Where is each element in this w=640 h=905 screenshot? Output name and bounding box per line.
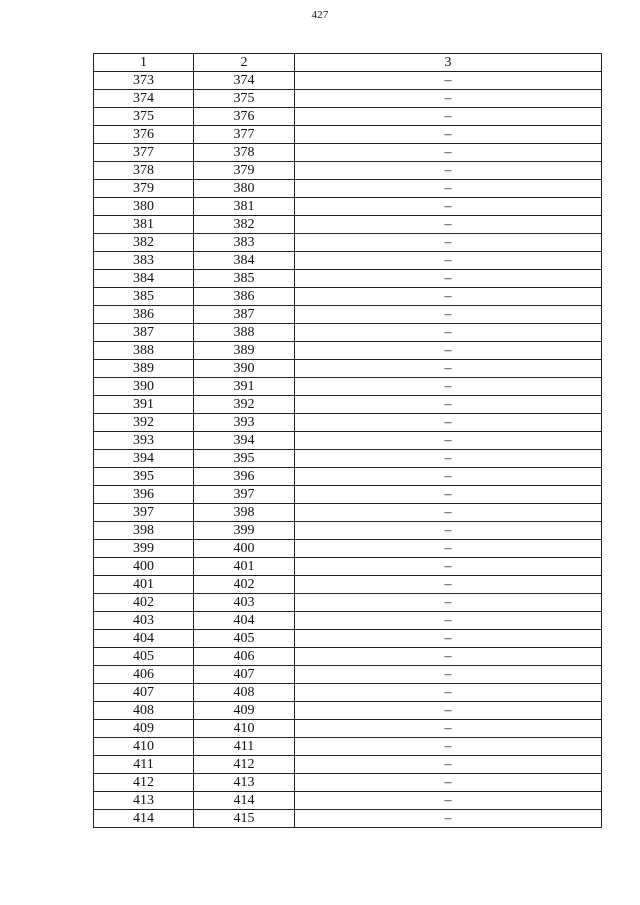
- table-row: [94, 468, 602, 486]
- column-header-1: 1: [94, 54, 194, 72]
- table-cell-col-1: 395: [94, 468, 194, 486]
- table-row: [94, 504, 602, 522]
- table-cell-col-1: 387: [94, 324, 194, 342]
- table-cell-col-1: 384: [94, 270, 194, 288]
- table-row: [94, 270, 602, 288]
- column-header-3: 3: [295, 54, 602, 72]
- table-cell-col-1: 397: [94, 504, 194, 522]
- table-row: [94, 630, 602, 648]
- table-cell-col-3: –: [295, 504, 602, 522]
- table-cell-col-1: 396: [94, 486, 194, 504]
- table-cell-col-1: 388: [94, 342, 194, 360]
- table-cell-col-3: –: [295, 432, 602, 450]
- table-cell-col-1: 381: [94, 216, 194, 234]
- table-cell-col-1: 375: [94, 108, 194, 126]
- table-cell-col-2: 379: [194, 162, 295, 180]
- table-cell-col-3: –: [295, 522, 602, 540]
- table-cell-col-1: 383: [94, 252, 194, 270]
- table-cell-col-2: 407: [194, 666, 295, 684]
- table-row: [94, 234, 602, 252]
- table-cell-col-1: 382: [94, 234, 194, 252]
- table-row: [94, 540, 602, 558]
- table-row: [94, 162, 602, 180]
- table-row: [94, 522, 602, 540]
- table-row: [94, 648, 602, 666]
- table-cell-col-2: 385: [194, 270, 295, 288]
- table-cell-col-2: 391: [194, 378, 295, 396]
- table-cell-col-3: –: [295, 414, 602, 432]
- table-cell-col-3: –: [295, 702, 602, 720]
- table-cell-col-3: –: [295, 378, 602, 396]
- table-row: [94, 216, 602, 234]
- table-cell-col-3: –: [295, 684, 602, 702]
- table-cell-col-3: –: [295, 324, 602, 342]
- table-row: [94, 612, 602, 630]
- table-cell-col-1: 399: [94, 540, 194, 558]
- table-cell-col-1: 400: [94, 558, 194, 576]
- table-cell-col-3: –: [295, 756, 602, 774]
- table-cell-col-1: 404: [94, 630, 194, 648]
- table-cell-col-1: 373: [94, 72, 194, 90]
- table-cell-col-2: 408: [194, 684, 295, 702]
- table-row: [94, 684, 602, 702]
- table-cell-col-2: 410: [194, 720, 295, 738]
- table-row: [94, 144, 602, 162]
- table-cell-col-2: 413: [194, 774, 295, 792]
- table-cell-col-3: –: [295, 738, 602, 756]
- table-row: [94, 396, 602, 414]
- table-cell-col-3: –: [295, 216, 602, 234]
- table-cell-col-1: 409: [94, 720, 194, 738]
- table-cell-col-3: –: [295, 468, 602, 486]
- table-cell-col-2: 403: [194, 594, 295, 612]
- table-cell-col-2: 386: [194, 288, 295, 306]
- table-body: [94, 72, 602, 828]
- table-header: [94, 54, 602, 72]
- table-cell-col-2: 396: [194, 468, 295, 486]
- table-row: [94, 432, 602, 450]
- table-cell-col-2: 404: [194, 612, 295, 630]
- table-row: [94, 288, 602, 306]
- table-cell-col-3: –: [295, 648, 602, 666]
- table-cell-col-2: 377: [194, 126, 295, 144]
- table-cell-col-1: 412: [94, 774, 194, 792]
- table-cell-col-2: 383: [194, 234, 295, 252]
- table-cell-col-3: –: [295, 558, 602, 576]
- table-cell-col-3: –: [295, 630, 602, 648]
- table-cell-col-2: 411: [194, 738, 295, 756]
- table-cell-col-1: 374: [94, 90, 194, 108]
- table-cell-col-3: –: [295, 72, 602, 90]
- table-cell-col-2: 394: [194, 432, 295, 450]
- table-cell-col-3: –: [295, 288, 602, 306]
- table-cell-col-2: 415: [194, 810, 295, 828]
- table-row: [94, 666, 602, 684]
- table-row: [94, 450, 602, 468]
- table-cell-col-3: –: [295, 774, 602, 792]
- table-cell-col-2: 405: [194, 630, 295, 648]
- table-cell-col-1: 380: [94, 198, 194, 216]
- table-cell-col-1: 405: [94, 648, 194, 666]
- table-cell-col-3: –: [295, 360, 602, 378]
- table-cell-col-1: 401: [94, 576, 194, 594]
- header-row: [94, 54, 602, 72]
- table-cell-col-1: 408: [94, 702, 194, 720]
- table-cell-col-2: 389: [194, 342, 295, 360]
- table-cell-col-2: 399: [194, 522, 295, 540]
- table-cell-col-3: –: [295, 108, 602, 126]
- table-row: [94, 198, 602, 216]
- table-cell-col-2: 400: [194, 540, 295, 558]
- table-cell-col-3: –: [295, 792, 602, 810]
- table-cell-col-1: 407: [94, 684, 194, 702]
- table-cell-col-1: 376: [94, 126, 194, 144]
- table-cell-col-2: 392: [194, 396, 295, 414]
- table-cell-col-3: –: [295, 234, 602, 252]
- table-cell-col-3: –: [295, 576, 602, 594]
- table-row: [94, 702, 602, 720]
- table-cell-col-2: 375: [194, 90, 295, 108]
- table-cell-col-2: 395: [194, 450, 295, 468]
- table-cell-col-2: 401: [194, 558, 295, 576]
- table-cell-col-1: 413: [94, 792, 194, 810]
- table-row: [94, 486, 602, 504]
- table-cell-col-2: 378: [194, 144, 295, 162]
- table-row: [94, 108, 602, 126]
- table-cell-col-3: –: [295, 306, 602, 324]
- table-cell-col-1: 411: [94, 756, 194, 774]
- table-cell-col-2: 393: [194, 414, 295, 432]
- table-cell-col-2: 397: [194, 486, 295, 504]
- table-cell-col-1: 410: [94, 738, 194, 756]
- table-cell-col-1: 392: [94, 414, 194, 432]
- table-cell-col-1: 391: [94, 396, 194, 414]
- table-cell-col-2: 406: [194, 648, 295, 666]
- table-cell-col-1: 390: [94, 378, 194, 396]
- table-cell-col-3: –: [295, 144, 602, 162]
- table-cell-col-3: –: [295, 162, 602, 180]
- table-row: [94, 306, 602, 324]
- table-row: [94, 774, 602, 792]
- table-cell-col-2: 374: [194, 72, 295, 90]
- table-row: [94, 378, 602, 396]
- table-row: [94, 324, 602, 342]
- table-row: [94, 576, 602, 594]
- table-row: [94, 594, 602, 612]
- page-number: 427: [311, 9, 329, 21]
- data-table: [93, 53, 602, 828]
- table-cell-col-1: 406: [94, 666, 194, 684]
- table-cell-col-2: 402: [194, 576, 295, 594]
- table-cell-col-2: 387: [194, 306, 295, 324]
- table-cell-col-3: –: [295, 396, 602, 414]
- table-row: [94, 252, 602, 270]
- table-cell-col-2: 398: [194, 504, 295, 522]
- table-cell-col-1: 389: [94, 360, 194, 378]
- table-cell-col-1: 398: [94, 522, 194, 540]
- table-cell-col-2: 381: [194, 198, 295, 216]
- table-cell-col-2: 376: [194, 108, 295, 126]
- table-cell-col-1: 394: [94, 450, 194, 468]
- table-row: [94, 756, 602, 774]
- table-cell-col-3: –: [295, 198, 602, 216]
- table-row: [94, 90, 602, 108]
- table-row: [94, 558, 602, 576]
- table-cell-col-3: –: [295, 720, 602, 738]
- table-cell-col-1: 379: [94, 180, 194, 198]
- table-cell-col-1: 386: [94, 306, 194, 324]
- table-cell-col-2: 390: [194, 360, 295, 378]
- table-cell-col-3: –: [295, 810, 602, 828]
- table-cell-col-3: –: [295, 540, 602, 558]
- table-cell-col-1: 377: [94, 144, 194, 162]
- table-cell-col-1: 385: [94, 288, 194, 306]
- table-cell-col-1: 402: [94, 594, 194, 612]
- table-row: [94, 180, 602, 198]
- table-cell-col-3: –: [295, 342, 602, 360]
- table-cell-col-3: –: [295, 450, 602, 468]
- table-cell-col-3: –: [295, 90, 602, 108]
- table-cell-col-1: 403: [94, 612, 194, 630]
- table-cell-col-3: –: [295, 486, 602, 504]
- table-cell-col-3: –: [295, 594, 602, 612]
- table-row: [94, 72, 602, 90]
- table-cell-col-2: 412: [194, 756, 295, 774]
- table-cell-col-1: 393: [94, 432, 194, 450]
- table-cell-col-1: 378: [94, 162, 194, 180]
- table-row: [94, 360, 602, 378]
- table-row: [94, 342, 602, 360]
- table-row: [94, 414, 602, 432]
- table-row: [94, 792, 602, 810]
- column-header-2: 2: [194, 54, 295, 72]
- table-cell-col-3: –: [295, 126, 602, 144]
- table-cell-col-3: –: [295, 252, 602, 270]
- table-row: [94, 738, 602, 756]
- table-row: [94, 126, 602, 144]
- table-cell-col-3: –: [295, 612, 602, 630]
- table-cell-col-2: 414: [194, 792, 295, 810]
- table-cell-col-1: 414: [94, 810, 194, 828]
- table-row: [94, 810, 602, 828]
- table-cell-col-3: –: [295, 180, 602, 198]
- table-cell-col-2: 409: [194, 702, 295, 720]
- table-row: [94, 720, 602, 738]
- table-cell-col-2: 382: [194, 216, 295, 234]
- table-cell-col-2: 388: [194, 324, 295, 342]
- table-cell-col-3: –: [295, 270, 602, 288]
- table-cell-col-2: 384: [194, 252, 295, 270]
- table-cell-col-2: 380: [194, 180, 295, 198]
- table-cell-col-3: –: [295, 666, 602, 684]
